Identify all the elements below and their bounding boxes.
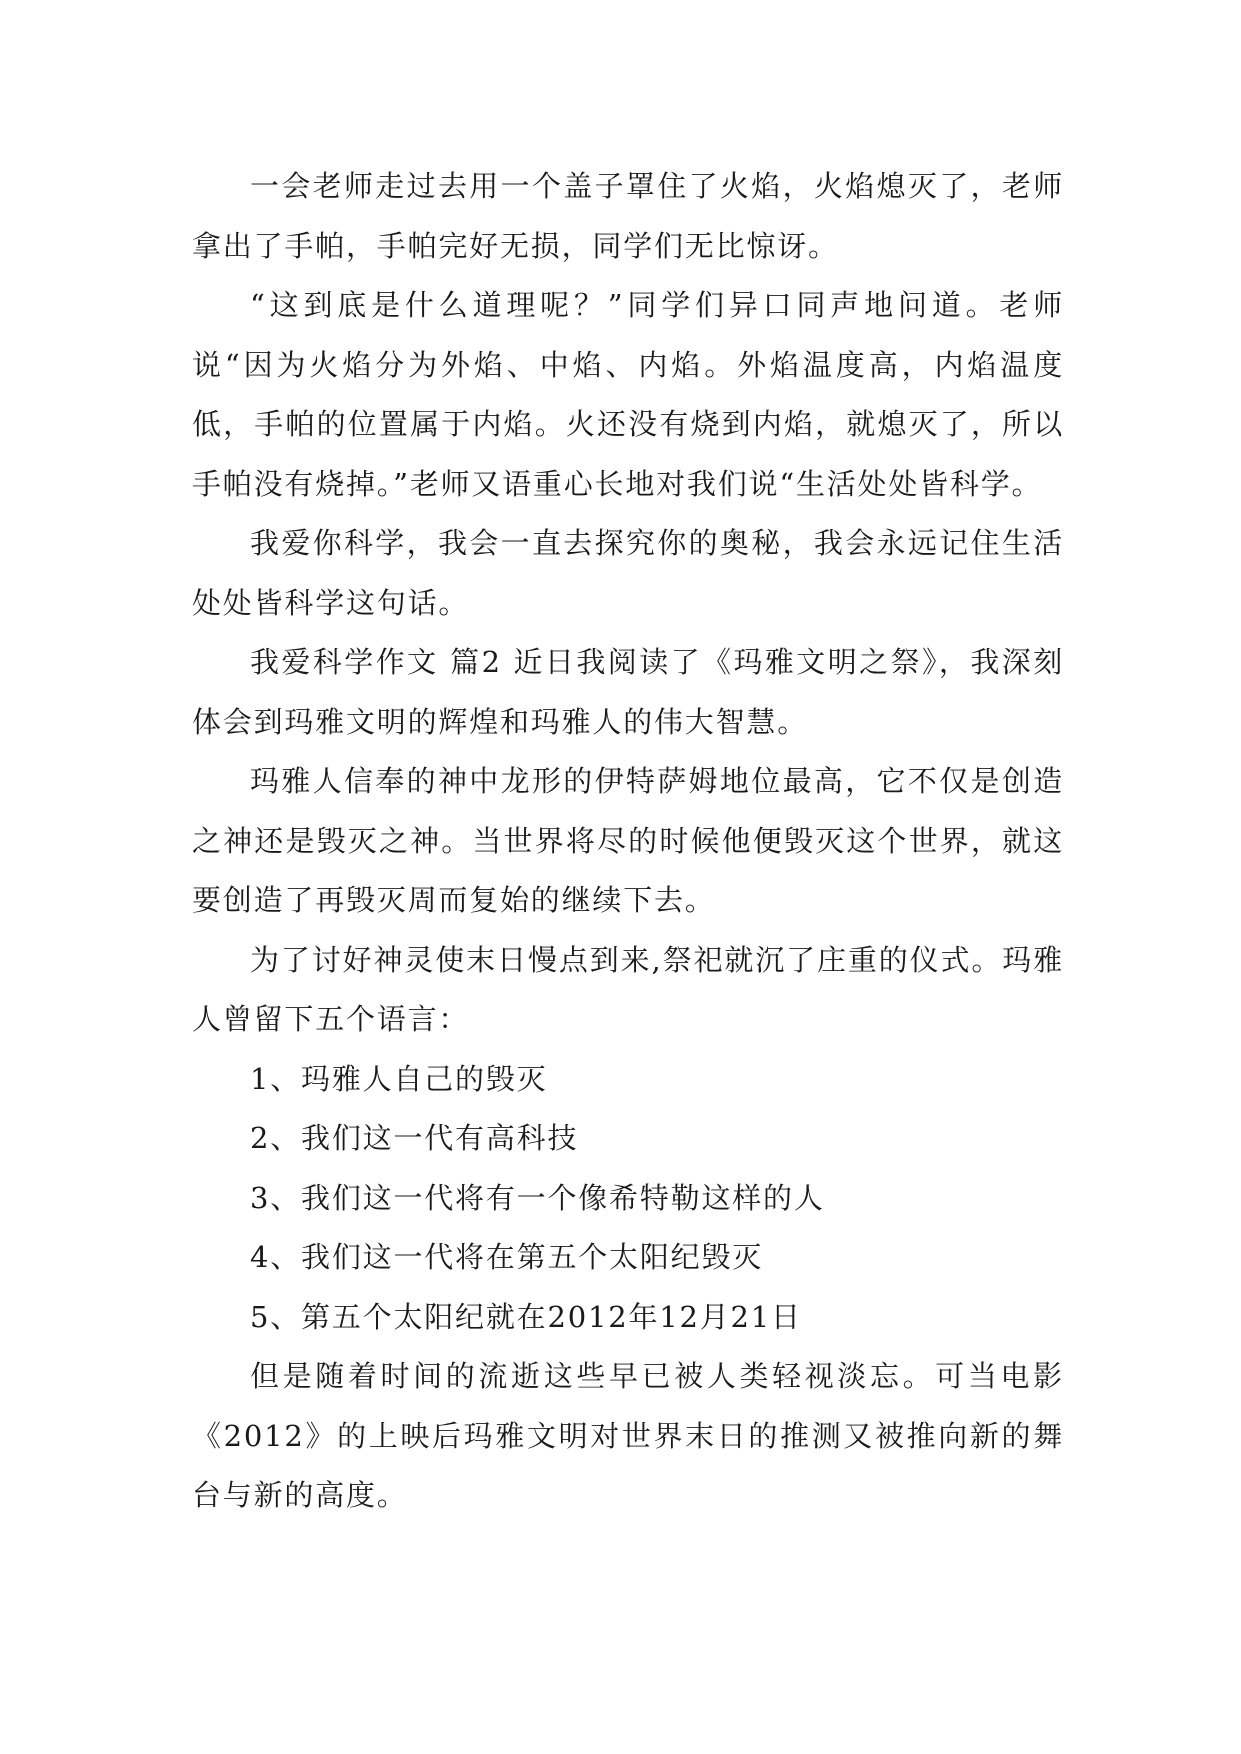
list-item-prophecy-4: 4、我们这一代将在第五个太阳纪毁灭 bbox=[250, 1240, 764, 1274]
paragraph-maya-prophecies-intro: 为了讨好神灵使末日慢点到来,祭祀就沉了庄重的仪式。玛雅人曾留下五个语言： bbox=[192, 942, 1064, 1036]
paragraph-love-science: 我爱你科学，我会一直去探究你的奥秘，我会永远记住生活处处皆科学这句话。 bbox=[192, 526, 1064, 620]
paragraph-maya-gods: 玛雅人信奉的神中龙形的伊特萨姆地位最高，它不仅是创造之神还是毁灭之神。当世界将尽的时候他便毁灭这个世界，就这要创造了再毁灭周而复始的继续下去。 bbox=[192, 764, 1064, 917]
list-item-prophecy-5: 5、第五个太阳纪就在2012年12月21日 bbox=[250, 1299, 802, 1334]
paragraph-essay-2-intro: 我爱科学作文 篇2 近日我阅读了《玛雅文明之祭》，我深刻体会到玛雅文明的辉煌和玛雅人的伟大智慧。 bbox=[192, 645, 1064, 739]
paragraph-teacher-covers-flame: 一会老师走过去用一个盖子罩住了火焰，火焰熄灭了，老师拿出了手帕，手帕完好无损，同学们无比惊讶。 bbox=[192, 169, 1064, 263]
document-body bbox=[192, 157, 1064, 1526]
paragraph-movie-2012: 但是随着时间的流逝这些早已被人类轻视淡忘。可当电影《2012》的上映后玛雅文明对世界末日的推测又被推向新的舞台与新的高度。 bbox=[192, 1359, 1064, 1512]
list-item-prophecy-2: 2、我们这一代有高科技 bbox=[250, 1121, 579, 1155]
paragraph-flame-explanation: “这到底是什么道理呢？”同学们异口同声地问道。老师说“因为火焰分为外焰、中焰、内焰。外焰温度高，内焰温度低，手帕的位置属于内焰。火还没有烧到内焰，就熄灭了，所以手帕没有烧掉。”老师又语重心长地对我们说“生活处处皆科学。 bbox=[192, 288, 1064, 501]
list-item-prophecy-1: 1、玛雅人自己的毁灭 bbox=[250, 1061, 548, 1096]
list-item-prophecy-3: 3、我们这一代将有一个像希特勒这样的人 bbox=[250, 1180, 825, 1215]
